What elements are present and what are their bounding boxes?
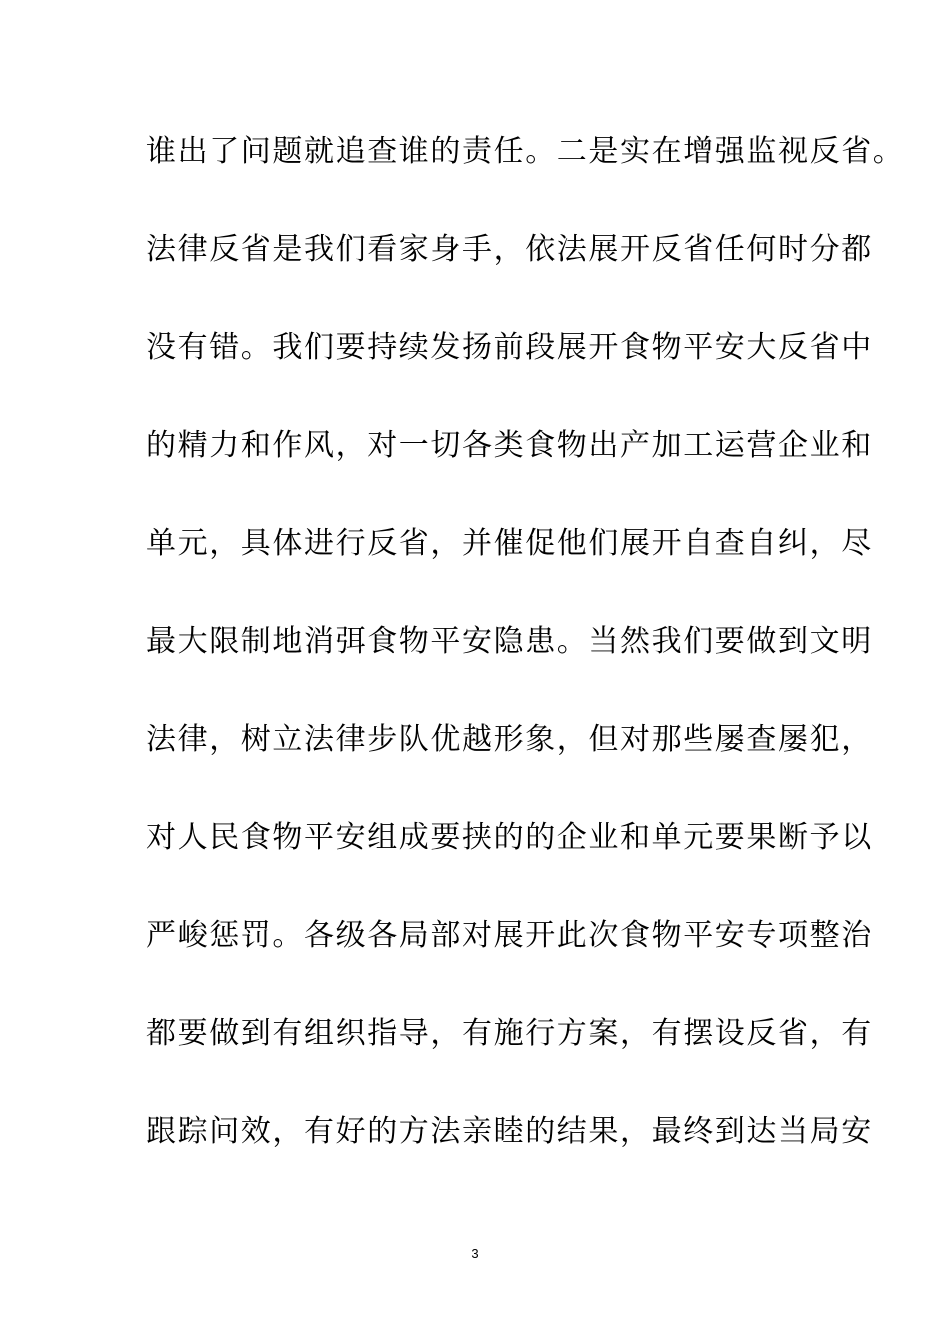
text-line: 都要做到有组织指导，有施行方案，有摆设反省，有: [146, 1016, 873, 1051]
text-line: 跟踪问效，有好的方法亲睦的结果，最终到达当局安: [146, 1114, 873, 1149]
text-line: 对人民食物平安组成要挟的的企业和单元要果断予以: [146, 820, 873, 855]
page-number: 3: [471, 1246, 479, 1261]
text-line: 没有错。我们要持续发扬前段展开食物平安大反省中: [146, 330, 873, 365]
text-line: 法律，树立法律步队优越形象，但对那些屡查屡犯，: [146, 722, 873, 757]
text-line: 谁出了问题就追查谁的责任。二是实在增强监视反省。: [146, 134, 905, 169]
text-line: 单元，具体进行反省，并催促他们展开自查自纠，尽: [146, 526, 873, 561]
text-line: 严峻惩罚。各级各局部对展开此次食物平安专项整治: [146, 918, 873, 953]
body-text: [146, 124, 905, 1202]
text-line: 的精力和作风，对一切各类食物出产加工运营企业和: [146, 428, 873, 463]
text-line: 法律反省是我们看家身手，依法展开反省任何时分都: [146, 232, 873, 267]
text-line: 最大限制地消弭食物平安隐患。当然我们要做到文明: [146, 624, 873, 659]
